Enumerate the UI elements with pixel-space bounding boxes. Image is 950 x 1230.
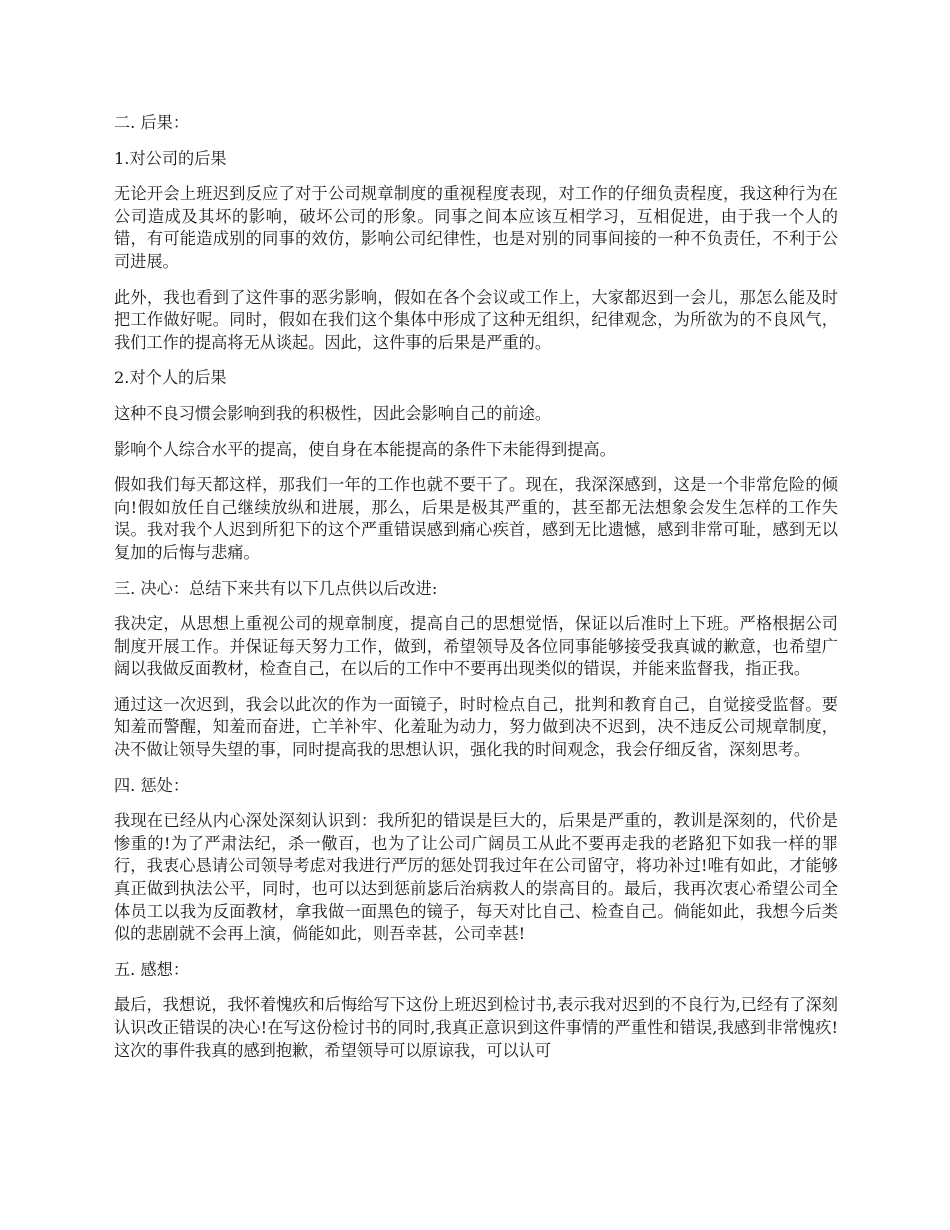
paragraph: 无论开会上班迟到反应了对于公司规章制度的重视程度表现，对工作的仔细负责程度，我这种行为在公司造成及其坏的影响，破坏公司的形象。同事之间本应该互相学习，互相促进，由于我一个人的错，有可能造成别的同事的效仿，影响公司纪律性，也是对别的同事间接的一种不负责任，不利于公司进展。 (114, 184, 838, 271)
section-heading-consequences: 二. 后果： (114, 113, 190, 132)
paragraph: 此外，我也看到了这件事的恶劣影响，假如在各个会议或工作上，大家都迟到一会儿，那怎么能及时把工作做好呢。同时，假如在我们这个集体中形成了这种无组织，纪律观念，为所欲为的不良风气，我们工作的提高将无从谈起。因此，这件事的后果是严重的。 (114, 287, 838, 352)
subheading-company-consequences: 1.对公司的后果 (114, 148, 227, 168)
document-body (114, 112, 838, 1075)
subheading-personal-consequences: 2.对个人的后果 (114, 368, 227, 388)
paragraph: 假如我们每天都这样，那我们一年的工作也就不要干了。现在，我深深感到，这是一个非常危险的倾向!假如放任自己继续放纵和进展，那么，后果是极其严重的，甚至都无法想象会发生怎样的工作失误。我对我个人迟到所犯下的这个严重错误感到痛心疾首，感到无比遗憾，感到非常可耻，感到无以复加的后悔与悲痛。 (114, 475, 838, 562)
paragraph: 我决定，从思想上重视公司的规章制度，提高自己的思想觉悟，保证以后准时上下班。严格根据公司制度开展工作。并保证每天努力工作，做到，希望领导及各位同事能够接受我真诚的歉意，也希望广阔以我做反面教材，检查自己，在以后的工作中不要再出现类似的错误，并能来监督我，指正我。 (114, 614, 838, 679)
section-heading-reflection: 五. 感想： (114, 959, 190, 979)
paragraph: 这种不良习惯会影响到我的积极性，因此会影响自己的前途。 (114, 403, 552, 423)
paragraph: 最后，我想说，我怀着愧疚和后悔给写下这份上班迟到检讨书,表示我对迟到的不良行为,已经有了深刻认识改正错误的决心!在写这份检讨书的同时,我真正意识到这件事情的严重性和错误,我感到非常愧疚!这次的事件我真的感到抱歉，希望领导可以原谅我，可以认可 (114, 995, 838, 1060)
paragraph: 影响个人综合水平的提高，使自身在本能提高的条件下未能得到提高。 (114, 439, 616, 459)
paragraph: 通过这一次迟到，我会以此次的作为一面镜子，时时检点自己，批判和教育自己，自觉接受监督。要知羞而警醒，知羞而奋进，亡羊补牢、化羞耻为动力，努力做到决不迟到，决不违反公司规章制度，决不做让领导失望的事，同时提高我的思想认识，强化我的时间观念，我会仔细反省，深刻思考。 (114, 694, 838, 760)
section-heading-punishment: 四. 惩处： (114, 775, 190, 795)
section-heading-resolution: 三. 决心：总结下来共有以下几点供以后改进: (114, 578, 438, 598)
paragraph: 我现在已经从内心深处深刻认识到：我所犯的错误是巨大的，后果是严重的，教训是深刻的，代价是惨重的!为了严肃法纪，杀一儆百，也为了让公司广阔员工从此不要再走我的老路犯下如我一样的罪行，我衷心恳请公司领导考虑对我进行严厉的惩处罚我过年在公司留守，将功补过!唯有如此，才能够真正做到执法公平，同时，也可以达到惩前毖后治病救人的崇高目的。最后，我再次衷心希望公司全体员工以我为反面教材，拿我做一面黑色的镜子，每天对比自己、检查自己。倘能如此，我想今后类似的悲剧就不会再上演，倘能如此，则吾幸甚，公司幸甚! (114, 811, 838, 944)
